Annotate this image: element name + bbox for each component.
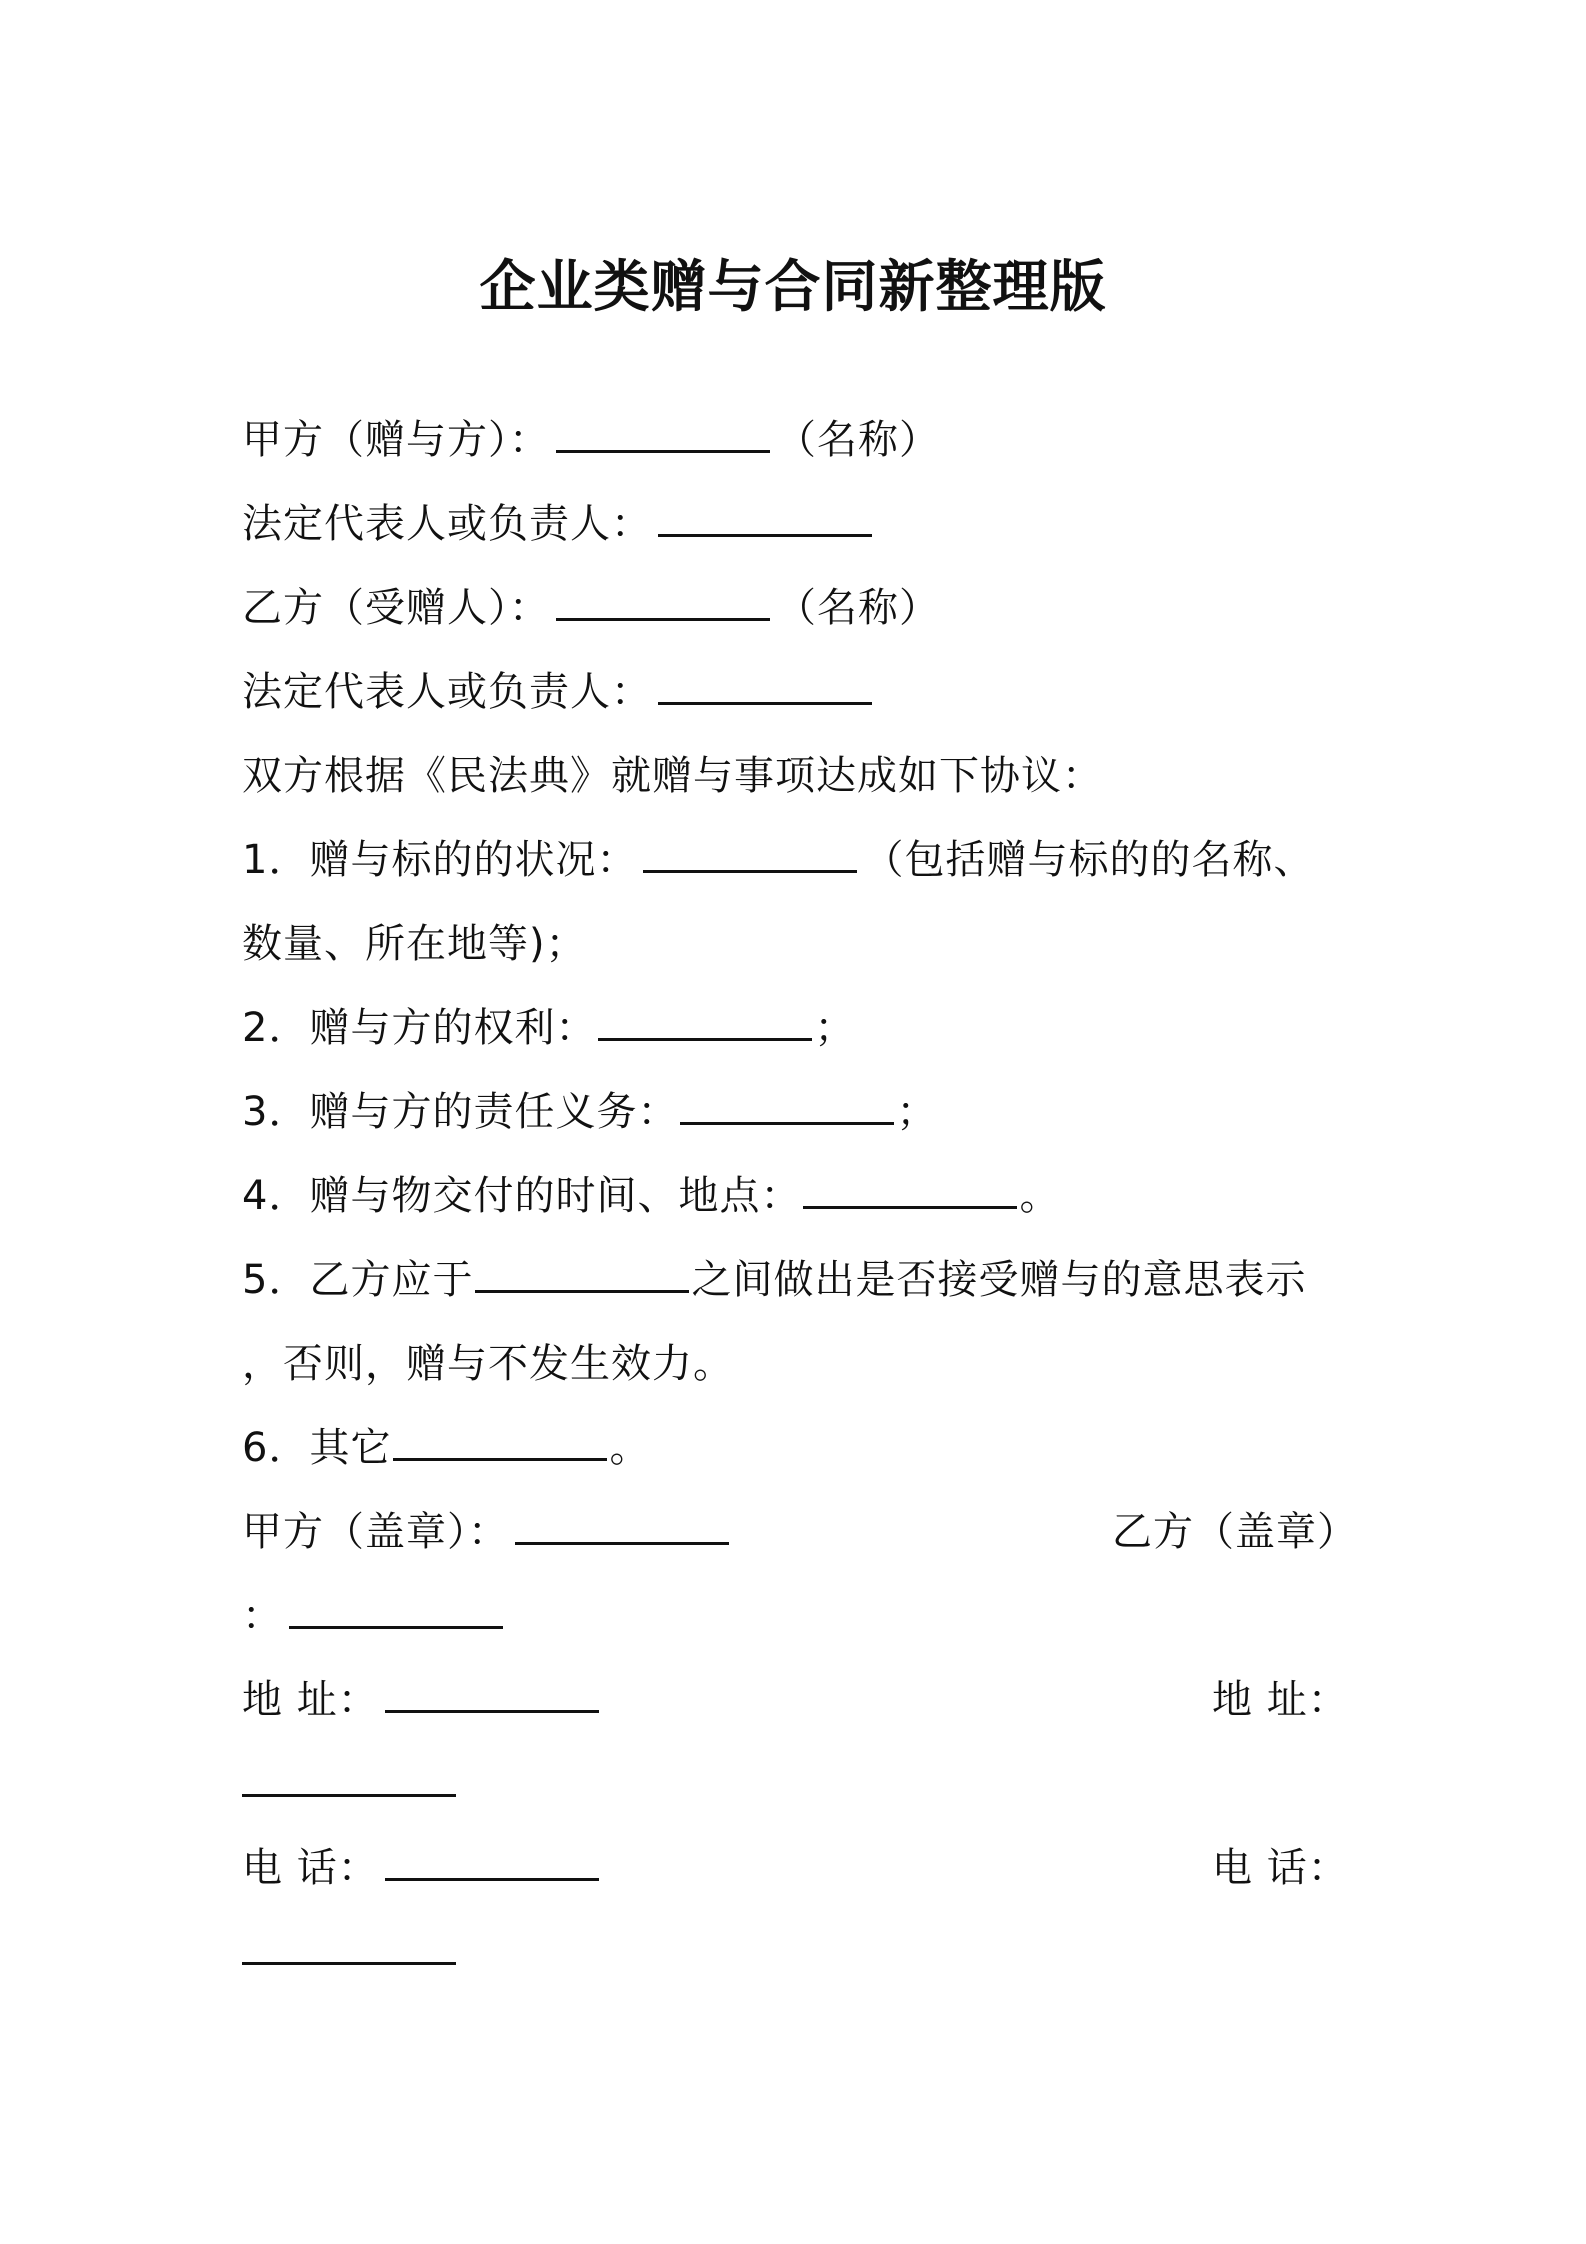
item-4-line bbox=[242, 1166, 1060, 1226]
sign-b-seal-blank[interactable] bbox=[289, 1586, 503, 1629]
item-2-line bbox=[242, 998, 855, 1058]
party-b-rep-line bbox=[242, 662, 878, 722]
item-2-label: 2．赠与方的权利： bbox=[242, 1005, 597, 1051]
item-6-blank[interactable] bbox=[393, 1418, 607, 1461]
item-4-blank[interactable] bbox=[803, 1166, 1017, 1209]
party-b-rep-label: 法定代表人或负责人： bbox=[242, 669, 652, 715]
item-6-suffix: 。 bbox=[609, 1425, 651, 1471]
item-1-suffix: （包括赠与标的的名称、 bbox=[863, 837, 1315, 883]
item-2-blank[interactable] bbox=[598, 998, 812, 1041]
item-4-suffix: 。 bbox=[1019, 1173, 1061, 1219]
item-5-line bbox=[242, 1250, 1306, 1310]
item-3-blank[interactable] bbox=[680, 1082, 894, 1125]
party-b-name-suffix: （名称） bbox=[776, 585, 940, 631]
sign-b-seal-line bbox=[242, 1586, 509, 1646]
address-a-line bbox=[242, 1670, 605, 1730]
party-a-name-suffix: （名称） bbox=[776, 417, 940, 463]
address-b-label: 地 址： bbox=[1212, 1677, 1349, 1723]
party-a-rep-line bbox=[242, 494, 878, 554]
party-b-line bbox=[242, 578, 940, 638]
party-a-label: 甲方（赠与方）： bbox=[242, 417, 550, 463]
item-6-line bbox=[242, 1418, 650, 1478]
sign-a-seal-line bbox=[242, 1502, 735, 1562]
item-3-line bbox=[242, 1082, 937, 1142]
party-a-line bbox=[242, 410, 940, 470]
phone-b-label: 电 话： bbox=[1212, 1845, 1349, 1891]
sign-a-seal-label: 甲方（盖章）： bbox=[242, 1509, 509, 1555]
item-4-label: 4．赠与物交付的时间、地点： bbox=[242, 1173, 802, 1219]
party-b-rep-blank[interactable] bbox=[658, 662, 872, 705]
item-1-continuation: 数量、所在地等)； bbox=[242, 921, 587, 967]
phone-a-blank[interactable] bbox=[385, 1838, 599, 1881]
party-b-name-blank[interactable] bbox=[556, 578, 770, 621]
phone-a-line bbox=[242, 1838, 605, 1898]
item-1-blank[interactable] bbox=[643, 830, 857, 873]
item-3-label: 3．赠与方的责任义务： bbox=[242, 1089, 679, 1135]
sign-b-seal-colon: ： bbox=[242, 1593, 283, 1639]
party-a-rep-blank[interactable] bbox=[658, 494, 872, 537]
item-1-label: 1．赠与标的的状况： bbox=[242, 837, 638, 883]
phone-b-blank[interactable] bbox=[242, 1922, 456, 1965]
sign-a-seal-blank[interactable] bbox=[515, 1502, 729, 1545]
phone-b-line bbox=[242, 1922, 462, 1982]
item-5-suffix: 之间做出是否接受赠与的意思表示 bbox=[691, 1257, 1307, 1303]
address-a-blank[interactable] bbox=[385, 1670, 599, 1713]
party-b-label: 乙方（受赠人）： bbox=[242, 585, 550, 631]
phone-a-label: 电 话： bbox=[242, 1845, 379, 1891]
address-a-label: 地 址： bbox=[242, 1677, 379, 1723]
intro-line: 双方根据《民法典》就赠与事项达成如下协议： bbox=[242, 753, 1103, 799]
party-a-rep-label: 法定代表人或负责人： bbox=[242, 501, 652, 547]
item-3-suffix: ； bbox=[896, 1089, 938, 1135]
item-5-label: 5．乙方应于 bbox=[242, 1257, 474, 1303]
item-5-continuation: ，否则，赠与不发生效力。 bbox=[242, 1341, 734, 1387]
item-2-suffix: ； bbox=[814, 1005, 856, 1051]
item-1-line bbox=[242, 830, 1314, 890]
party-a-name-blank[interactable] bbox=[556, 410, 770, 453]
item-6-label: 6．其它 bbox=[242, 1425, 392, 1471]
document-title: 企业类赠与合同新整理版 bbox=[479, 255, 1107, 320]
address-b-blank[interactable] bbox=[242, 1754, 456, 1797]
address-b-line bbox=[242, 1754, 462, 1814]
item-5-blank[interactable] bbox=[475, 1250, 689, 1293]
sign-b-seal-label: 乙方（盖章） bbox=[1112, 1509, 1358, 1555]
